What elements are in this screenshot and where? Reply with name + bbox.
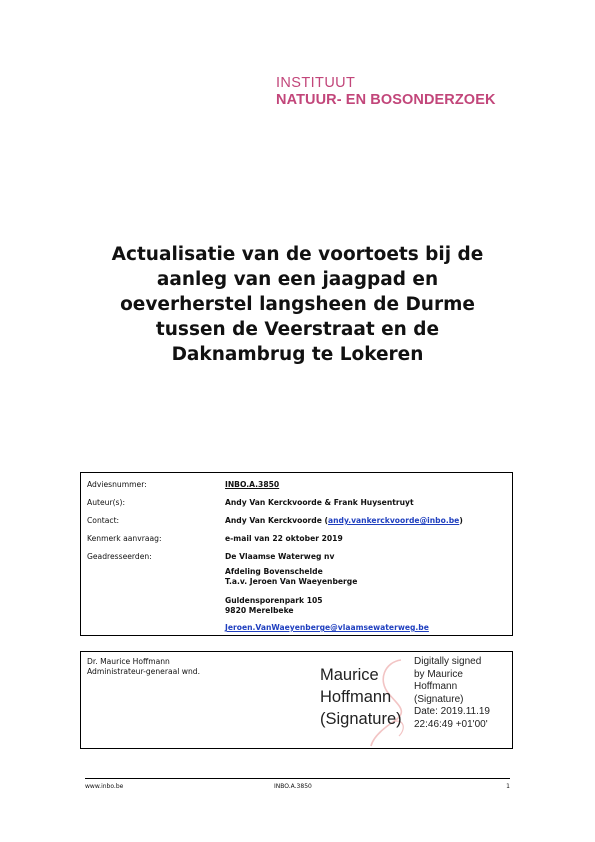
digi-line: by Maurice: [414, 668, 463, 680]
geadresseerden-label: Geadresseerden:: [87, 552, 152, 561]
auteur-value: Andy Van Kerckvoorde & Frank Huysentruyt: [225, 498, 414, 507]
signature-name-line: (Signature): [320, 710, 402, 728]
page-footer: [85, 778, 510, 790]
kenmerk-value: e-mail van 22 oktober 2019: [225, 534, 343, 543]
digi-line: Hoffmann: [414, 681, 458, 693]
title-line: oeverherstel langsheen de Durme: [120, 294, 475, 315]
signatory-role: Administrateur-generaal wnd.: [87, 667, 201, 676]
contact-value: [225, 515, 463, 526]
signatory-name: Dr. Maurice Hoffmann: [87, 657, 170, 666]
auteur-label: Auteur(s):: [87, 498, 126, 507]
contact-name: Andy Van Kerckvoorde (: [225, 516, 328, 525]
address-org: De Vlaamse Waterweg nv: [225, 552, 335, 561]
digi-line: 22:46:49 +01'00': [414, 718, 488, 730]
signature-name-line: Hoffmann: [320, 688, 392, 706]
footer-page-number: 1: [506, 783, 510, 790]
address-email-link[interactable]: Jeroen.VanWaeyenberge@vlaamsewaterweg.be: [225, 623, 429, 632]
address-street: Guldensporenpark 105: [225, 596, 323, 605]
document-title: [60, 242, 535, 367]
adviesnummer-label: Adviesnummer:: [87, 480, 147, 489]
kenmerk-label: Kenmerk aanvraag:: [87, 534, 162, 543]
title-line: tussen de Veerstraat en de: [155, 319, 440, 340]
address-dept: Afdeling Bovenschelde: [225, 567, 323, 576]
digi-line: Date: 2019.11.19: [414, 706, 490, 718]
adviesnummer-value: INBO.A.3850: [225, 480, 280, 489]
title-line: Daknambrug te Lokeren: [171, 344, 424, 365]
contact-label: Contact:: [87, 516, 120, 525]
title-line: Actualisatie van de voortoets bij de: [111, 244, 484, 265]
digital-signature-details: [414, 656, 490, 732]
signature-box: [80, 651, 513, 749]
contact-email-link[interactable]: andy.vankerckvoorde@inbo.be: [327, 516, 460, 525]
inbo-logo: [276, 75, 496, 109]
contact-close-paren: ): [459, 516, 463, 525]
signature-name-large: [320, 664, 420, 730]
advice-info-table: [80, 472, 513, 636]
footer-website: www.inbo.be: [85, 783, 124, 790]
address-attn: T.a.v. Jeroen Van Waeyenberge: [225, 577, 358, 586]
logo-line-2: NATUUR- EN BOSONDERZOEK: [276, 92, 496, 108]
title-line: aanleg van een jaagpad en: [156, 269, 439, 290]
signatory: [87, 657, 200, 677]
signature-name-line: Maurice: [320, 666, 379, 684]
digi-line: Digitally signed: [414, 656, 482, 667]
footer-doc-number: INBO.A.3850: [274, 783, 312, 790]
digi-line: (Signature): [414, 693, 464, 705]
address-city: 9820 Merelbeke: [225, 606, 294, 615]
logo-line-1: INSTITUUT: [276, 75, 356, 91]
